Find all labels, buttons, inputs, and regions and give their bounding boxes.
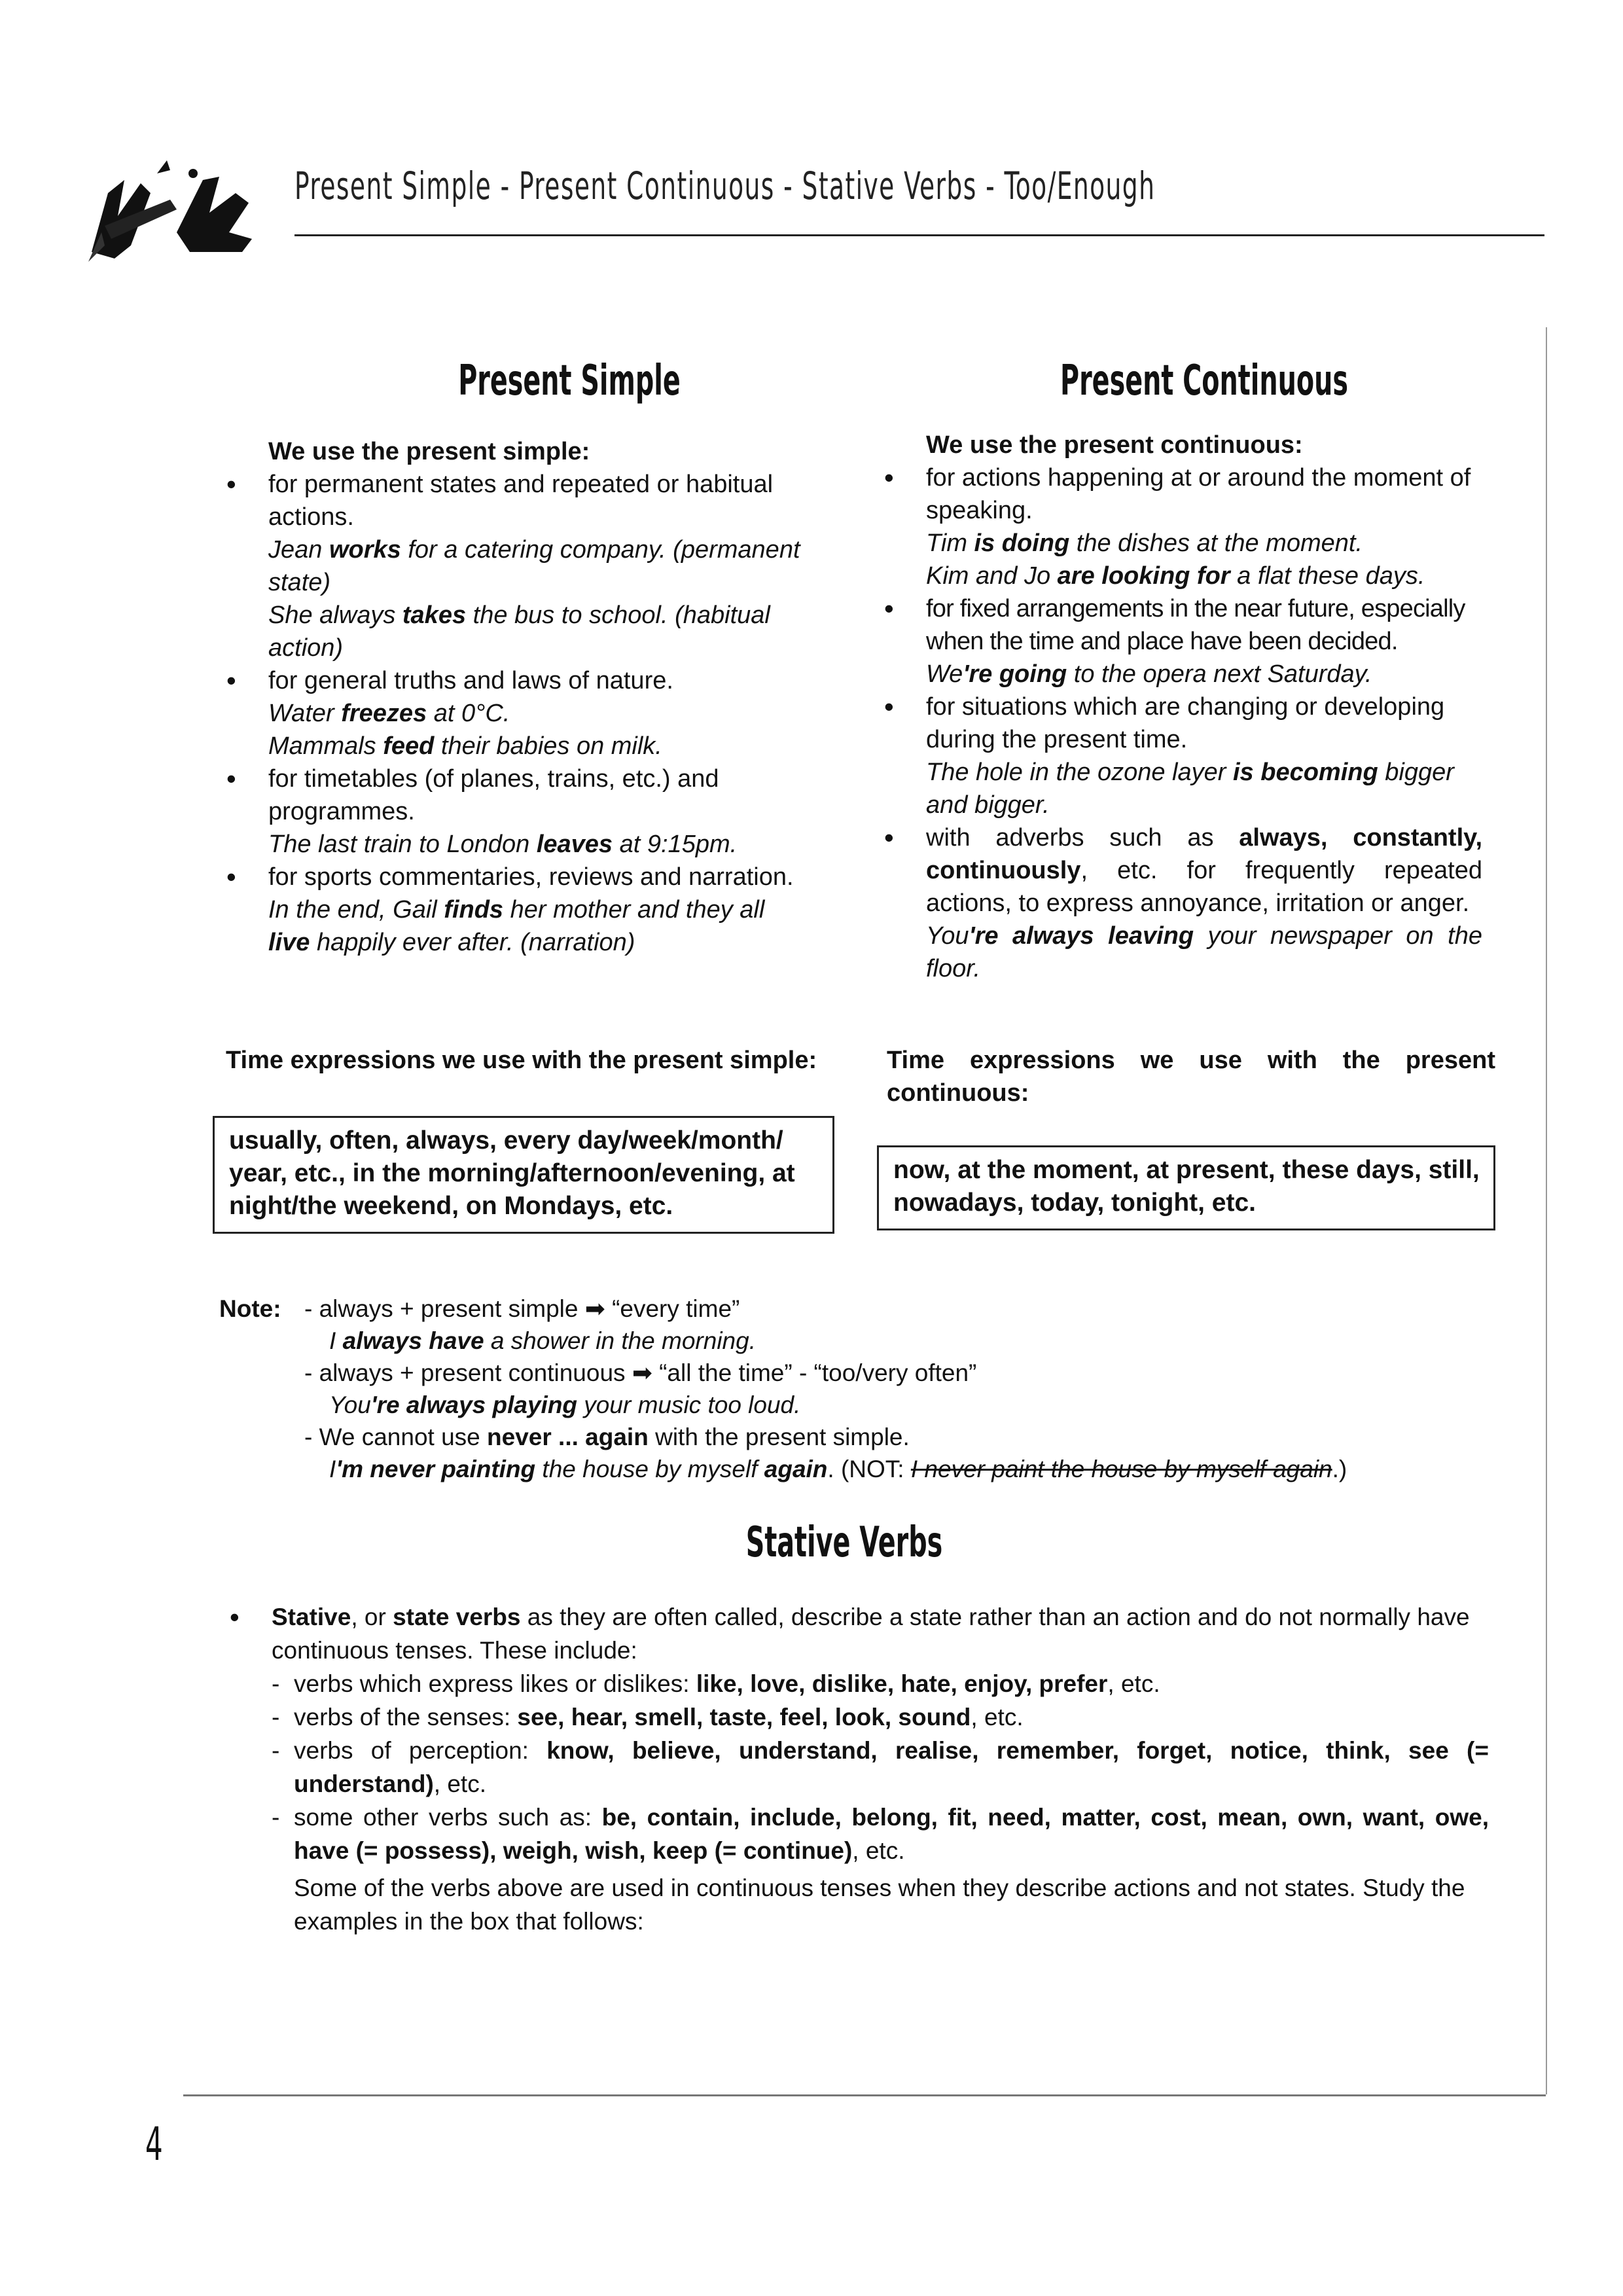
note-label: Note: <box>219 1295 281 1322</box>
present-continuous-time-box: now, at the moment, at present, these days, still, nowadays, today, tonight, etc. <box>877 1145 1495 1230</box>
footer-rule <box>183 2094 1546 2096</box>
list-item: • for sports commentaries, reviews and narration. In the end, Gail finds her mother and they all live happily ever after. (narration) <box>268 861 844 959</box>
right-arrow-icon: ➡ <box>632 1359 652 1386</box>
stative-closing: Some of the verbs above are used in continuous tenses when they describe actions and not states. Study the examples in the box that follows: <box>294 1874 1465 1935</box>
right-margin-rule <box>1546 327 1547 2094</box>
note-line: - always + present simple ➡ “every time” <box>304 1295 740 1322</box>
present-simple-lead: We use the present simple: <box>268 438 590 465</box>
list-item: • for situations which are changing or developing during the present time. The hole in the ozone layer is becoming bigger and bigger. <box>926 691 1482 821</box>
right-arrow-icon: ➡ <box>584 1295 605 1322</box>
unit-header-title: Present Simple - Present Continuous - Stative Verbs - Too/Enough <box>294 164 1156 208</box>
note-body <box>304 1293 1515 1485</box>
example: Tim is doing the dishes at the moment. <box>926 529 1363 557</box>
present-simple-uses <box>268 468 844 959</box>
example: I always have a shower in the morning. <box>329 1327 756 1354</box>
page-number: 4 <box>145 2117 163 2171</box>
list-item: • with adverbs such as always, constantly, continuously, etc. for frequently repeated actions, to express annoyance, irritation or anger. You're always leaving your newspaper on the floor. <box>926 821 1482 985</box>
stative-item: - some other verbs such as: be, contain, include, belong, fit, need, matter, cost, mean, own, want, owe, have (= possess), weigh, wish, keep (= continue), etc. <box>272 1801 1489 1867</box>
list-item: • for permanent states and repeated or habitual actions. Jean works for a catering company. (permanent state) She always takes the bus to school. (habitual action) <box>268 468 844 664</box>
note-line: - We cannot use never ... again with the present simple. <box>304 1424 910 1450</box>
present-continuous-time-label: Time expressions we use with the present continuous: <box>887 1047 1495 1107</box>
list-item: • Stative, or state verbs as they are often called, describe a state rather than an action and do not normally have continuous tenses. These include: - verbs which express likes or dislikes: like, love, dislike, hate, enjoy, prefer, etc. - verbs of the senses: see, hear, smell, taste, feel, look, sound, etc. - verbs of perception: know, believe, understand, realise, remember, forget, notice, think, see (= understand), etc. - some other verbs such as: be, contain, include, belong, fit, need, matter, cost, mean, own, want, owe, have (= possess), weigh, wish, keep (= continue), etc. Some of the verbs above are used in continuous tenses when they describe actions and not states. Study the examples in the box that follows: <box>272 1600 1489 1938</box>
example: I'm never painting the house by myself again. (NOT: I never paint the house by myself again.) <box>329 1456 1347 1482</box>
present-simple-time-box: usually, often, always, every day/week/month/ year, etc., in the morning/afternoon/evening, at night/the weekend, on Mondays, etc. <box>213 1116 834 1234</box>
stative-verbs-body <box>272 1600 1489 1938</box>
present-simple-body <box>268 435 844 959</box>
list-item: • for general truths and laws of nature. Water freezes at 0°C. Mammals feed their babies on milk. <box>268 664 844 762</box>
list-item: • for timetables (of planes, trains, etc.) and programmes. The last train to London leaves at 9:15pm. <box>268 762 844 861</box>
present-continuous-lead: We use the present continuous: <box>926 431 1303 459</box>
present-simple-title: Present Simple <box>458 357 681 405</box>
example: Mammals feed their babies on milk. <box>268 732 662 760</box>
example: The last train to London leaves at 9:15pm. <box>268 831 738 858</box>
example: Jean works for a catering company. (permanent state) <box>268 536 800 596</box>
stative-item: - verbs which express likes or dislikes: like, love, dislike, hate, enjoy, prefer, etc. <box>272 1667 1489 1700</box>
present-continuous-uses <box>926 461 1482 985</box>
example: She always takes the bus to school. (habitual action) <box>268 601 770 662</box>
example: In the end, Gail finds her mother and they all <box>268 896 765 924</box>
present-continuous-title: Present Continuous <box>1060 357 1348 405</box>
header-rule <box>294 234 1544 236</box>
brush-stroke-unit-logo <box>79 154 275 268</box>
example: You're always leaving your newspaper on the floor. <box>926 922 1482 982</box>
example: The hole in the ozone layer is becoming bigger and bigger. <box>926 759 1454 819</box>
example: You're always playing your music too loud. <box>329 1391 801 1418</box>
present-continuous-body <box>926 429 1482 985</box>
stative-item: - verbs of the senses: see, hear, smell, taste, feel, look, sound, etc. <box>272 1700 1489 1734</box>
present-simple-time-label: Time expressions we use with the present simple: <box>226 1047 817 1074</box>
example: Kim and Jo are looking for a flat these days. <box>926 562 1425 590</box>
example: Water freezes at 0°C. <box>268 700 510 727</box>
example: live happily ever after. (narration) <box>268 929 635 956</box>
note-line: - always + present continuous ➡ “all the time” - “too/very often” <box>304 1359 977 1386</box>
list-item: • for fixed arrangements in the near future, especially when the time and place have been decided. We're going to the opera next Saturday. <box>926 592 1482 691</box>
stative-item: - verbs of perception: know, believe, understand, realise, remember, forget, notice, think, see (= understand), etc. <box>272 1734 1489 1801</box>
list-item: • for actions happening at or around the moment of speaking. Tim is doing the dishes at the moment. Kim and Jo are looking for a flat these days. <box>926 461 1482 592</box>
stative-verbs-title: Stative Verbs <box>745 1518 943 1567</box>
example: We're going to the opera next Saturday. <box>926 660 1372 688</box>
